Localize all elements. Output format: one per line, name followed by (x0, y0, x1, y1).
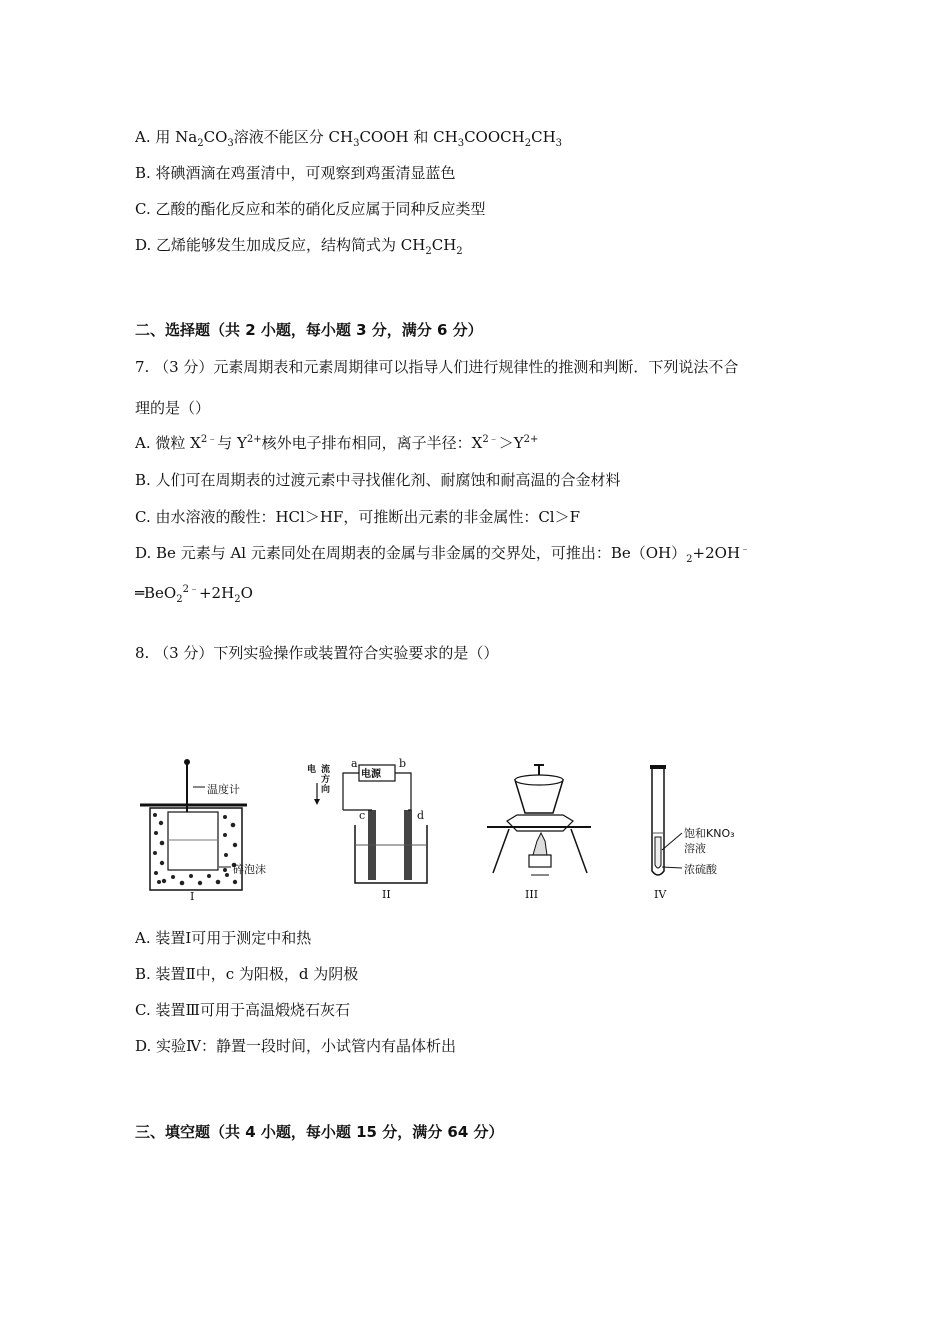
q8-option-b: B. 装置Ⅱ中，c 为阳极，d 为阴极 (135, 965, 359, 983)
q8-stem: 8. （3 分）下列实验操作或装置符合实验要求的是（） (135, 644, 499, 662)
thermometer-label: 温度计 (207, 783, 240, 796)
figure-label-2: II (382, 888, 391, 901)
current-direction-label: 电 (307, 765, 317, 775)
kno3-label: 饱和KNO₃ (684, 827, 735, 840)
figure-label-1: I (190, 890, 195, 903)
power-label: 电源 (361, 769, 381, 780)
q7-option-b: B. 人们可在周期表的过渡元素中寻找催化剂、耐腐蚀和耐高温的合金材料 (135, 471, 621, 489)
electrode-a-label: a (351, 757, 358, 770)
current-direction-label-2: 流 方 向 (321, 765, 331, 795)
figure-calorimeter (135, 755, 285, 905)
q8-option-c: C. 装置Ⅲ可用于高温煅烧石灰石 (135, 1001, 350, 1019)
foam-label: 碎泡沫 (233, 863, 266, 876)
q6-option-b: B. 将碘酒滴在鸡蛋清中，可观察到鸡蛋清显蓝色 (135, 164, 456, 182)
q6-option-d: D. 乙烯能够发生加成反应，结构简式为 $CH_2CH_2$ (135, 236, 463, 257)
q7-option-d-line2: $═BeO_2^{2﹣}+2H_2O$ (135, 584, 253, 605)
q6-option-c: C. 乙酸的酯化反应和苯的硝化反应属于同种反应类型 (135, 200, 486, 218)
q7-stem-line1: 7. （3 分）元素周期表和元素周期律可以指导人们进行规律性的推测和判断．下列说法不合 (135, 358, 739, 376)
acid-label: 浓硫酸 (684, 863, 717, 876)
solution-label: 溶液 (684, 842, 706, 855)
q7-option-c: C. 由水溶液的酸性：HCl＞HF，可推断出元素的非金属性：Cl＞F (135, 508, 581, 526)
q8-option-d: D. 实验Ⅳ：静置一段时间，小试管内有晶体析出 (135, 1037, 457, 1055)
section-3-heading: 三、填空题（共 4 小题，每小题 15 分，满分 64 分） (135, 1123, 504, 1141)
figure-label-3: III (525, 888, 539, 901)
section-2-heading: 二、选择题（共 2 小题，每小题 3 分，满分 6 分） (135, 321, 483, 339)
figure-crucible (485, 755, 595, 905)
q6-option-a: A. 用 $Na_2CO_3$溶液不能区分 $CH_3COOH$ 和 $CH_3COOCH_2CH_3$ (135, 128, 563, 149)
q8-option-a: A. 装置Ⅰ可用于测定中和热 (135, 929, 312, 947)
q7-option-d: D. Be 元素与 Al 元素同处在周期表的金属与非金属的交界处，可推出：$Be(OH)_2+2OH^﹣$ (135, 544, 751, 565)
q7-stem-line2: 理的是（） (135, 399, 211, 417)
electrode-b-label: b (399, 757, 407, 770)
electrode-d-label: d (417, 809, 425, 822)
electrode-c-label: c (359, 809, 366, 822)
figure-electrolysis (307, 755, 447, 905)
q7-option-a: A. 微粒 $X^{2﹣}$与 $Y^{2+}$核外电子排布相同，离子半径：$X^{2﹣}>Y^{2+}$ (135, 434, 539, 452)
figure-label-4: IV (654, 888, 667, 901)
figure-test-tube (640, 755, 780, 905)
